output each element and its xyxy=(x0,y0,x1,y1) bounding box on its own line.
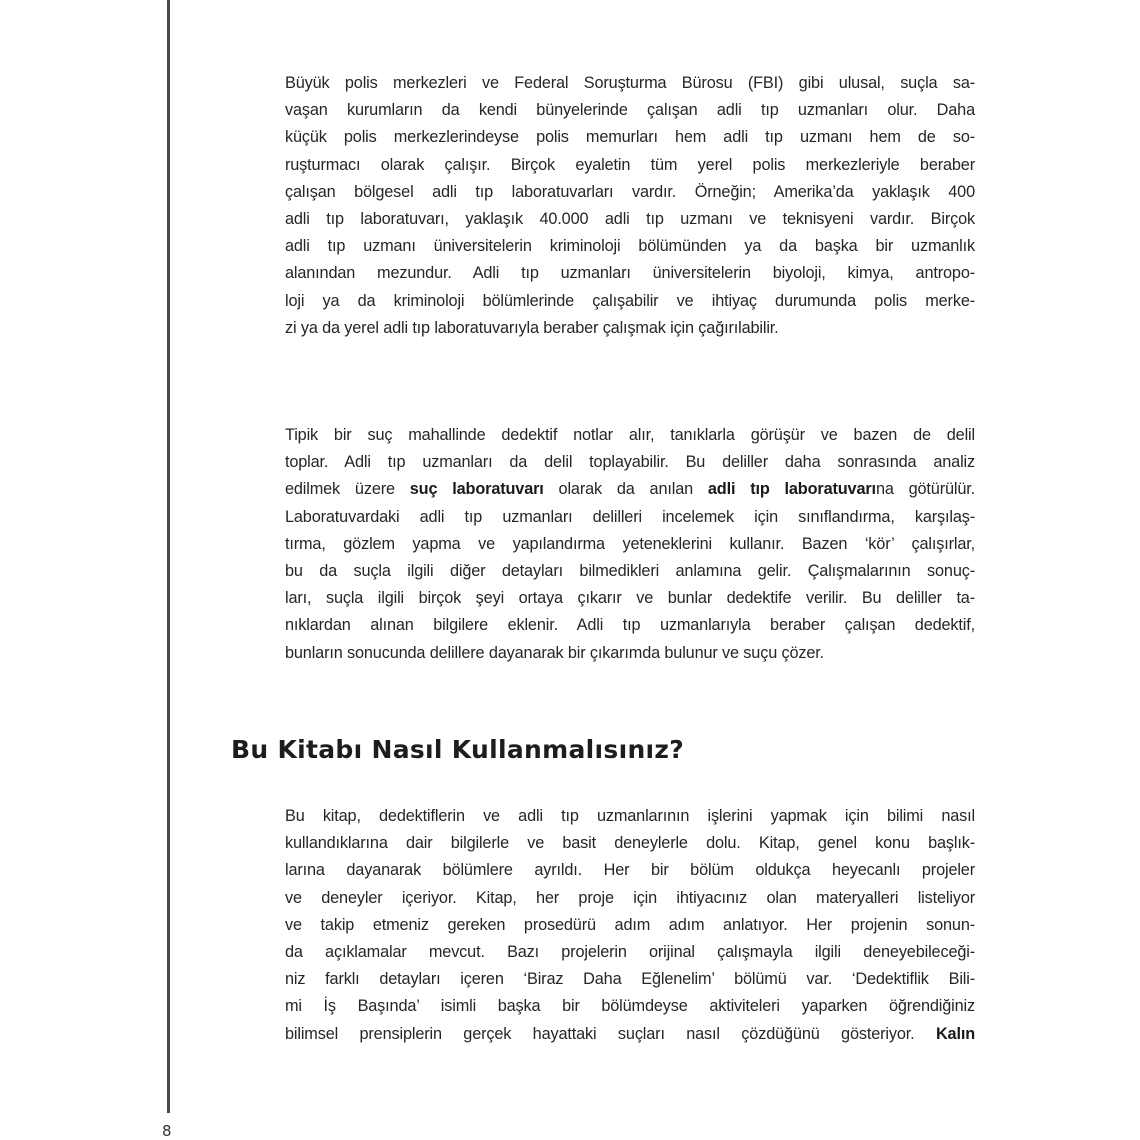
text-line: Büyük polis merkezleri ve Federal Soruşturma Bürosu (FBI) gibi ulusal, suçla sa- xyxy=(285,74,975,92)
margin-rule xyxy=(167,0,170,1113)
text-line: larına dayanarak bölümlere ayrıldı. Her bir bölüm oldukça heyecanlı projeler xyxy=(285,861,975,880)
text-line: toplar. Adli tıp uzmanları da delil toplayabilir. Bu deliller daha sonrasında analiz xyxy=(285,453,975,472)
text-line: Bu kitap, dedektiflerin ve adli tıp uzmanlarının işlerini yapmak için bilimi nasıl xyxy=(285,807,975,825)
text-line: mi İş Başında’ isimli başka bir bölümdeyse aktiviteleri yaparken öğrendiğiniz xyxy=(285,997,975,1016)
paragraph-how-to-use xyxy=(285,803,975,1048)
text-line: Laboratuvardaki adli tıp uzmanları delilleri incelemek için sınıflandırma, karşılaş- xyxy=(285,507,975,526)
bold-term-kalin: Kalın xyxy=(935,1024,975,1043)
paragraph-crime-scene xyxy=(285,422,975,667)
text-line: alanından mezundur. Adli tıp uzmanları üniversitelerin biyoloji, kimya, antropo- xyxy=(285,264,975,283)
text-line-with-bold-term xyxy=(285,1021,975,1048)
text-line: bunların sonucunda delillere dayanarak bir çıkarımda bulunur ve suçu çözer. xyxy=(285,643,825,662)
bold-term-crime-lab: suç laboratuvarı xyxy=(409,480,544,499)
text-run: edilmek üzere xyxy=(285,480,410,499)
text-line: kullandıklarına dair bilgilerle ve basit deneylerle dolu. Kitap, genel konu başlık- xyxy=(285,834,975,853)
text-line: çalışan bölgesel adli tıp laboratuvarları vardır. Örneğin; Amerika’da yaklaşık 400 xyxy=(285,182,975,201)
text-line: Tipik bir suç mahallinde dedektif notlar alır, tanıklarla görüşür ve bazen de delil xyxy=(285,426,975,444)
text-line: adli tıp laboratuvarı, yaklaşık 40.000 adli tıp uzmanı ve teknisyeni vardır. Birçok xyxy=(285,209,975,228)
text-line: loji ya da kriminoloji bölümlerinde çalışabilir ve ihtiyaç durumunda polis merke- xyxy=(285,291,975,310)
text-line: nıklardan alınan bilgilere eklenir. Adli tıp uzmanlarıyla beraber çalışan dedektif, xyxy=(285,616,975,635)
section-heading: Bu Kitabı Nasıl Kullanmalısınız? xyxy=(231,735,685,764)
text-line: niz farklı detayları içeren ‘Biraz Daha Eğlenelim’ bölümü var. ‘Dedektiflik Bili- xyxy=(285,970,975,989)
page-number: 8 xyxy=(162,1122,172,1140)
text-line: bu da suçla ilgili diğer detayları bilmedikleri anlamına gelir. Çalışmalarının sonuç- xyxy=(285,561,975,580)
text-line: ve takip etmeniz gereken prosedürü adım adım anlatıyor. Her projenin sonun- xyxy=(285,915,975,934)
text-run: olarak da anılan xyxy=(543,480,708,499)
text-line: ruşturmacı olarak çalışır. Birçok eyaletin tüm yerel polis merkezleriyle beraber xyxy=(285,155,975,174)
paragraph-forensic-labs xyxy=(285,70,975,342)
text-line: tırma, gözlem yapma ve yapılandırma yeteneklerini kullanır. Bazen ‘kör’ çalışırlar, xyxy=(285,534,975,553)
text-line: zi ya da yerel adli tıp laboratuvarıyla beraber çalışmak için çağırılabilir. xyxy=(285,318,779,337)
text-line: ları, suçla ilgili birçok şeyi ortaya çıkarır ve bunlar dedektife verilir. Bu deliller ta- xyxy=(285,589,975,608)
text-line: vaşan kurumların da kendi bünyelerinde çalışan adli tıp uzmanları olur. Daha xyxy=(285,101,975,120)
text-run: na götürülür. xyxy=(875,480,976,499)
text-line: da açıklamalar mevcut. Bazı projelerin orijinal çalışmayla ilgili deneyebileceği- xyxy=(285,942,975,961)
bold-term-forensic-lab: adli tıp laboratuvarı xyxy=(707,480,876,499)
text-line: ve deneyler içeriyor. Kitap, her proje için ihtiyacınız olan materyalleri listeliyor xyxy=(285,888,975,907)
text-line-with-bold-terms xyxy=(285,476,975,503)
text-line: küçük polis merkezlerindeyse polis memurları hem adli tıp uzmanı hem de so- xyxy=(285,128,975,147)
text-run: bilimsel prensiplerin gerçek hayattaki suçları nasıl çözdüğünü gösteriyor. xyxy=(285,1024,936,1043)
text-line: adli tıp uzmanı üniversitelerin kriminoloji bölümünden ya da başka bir uzmanlık xyxy=(285,237,975,256)
